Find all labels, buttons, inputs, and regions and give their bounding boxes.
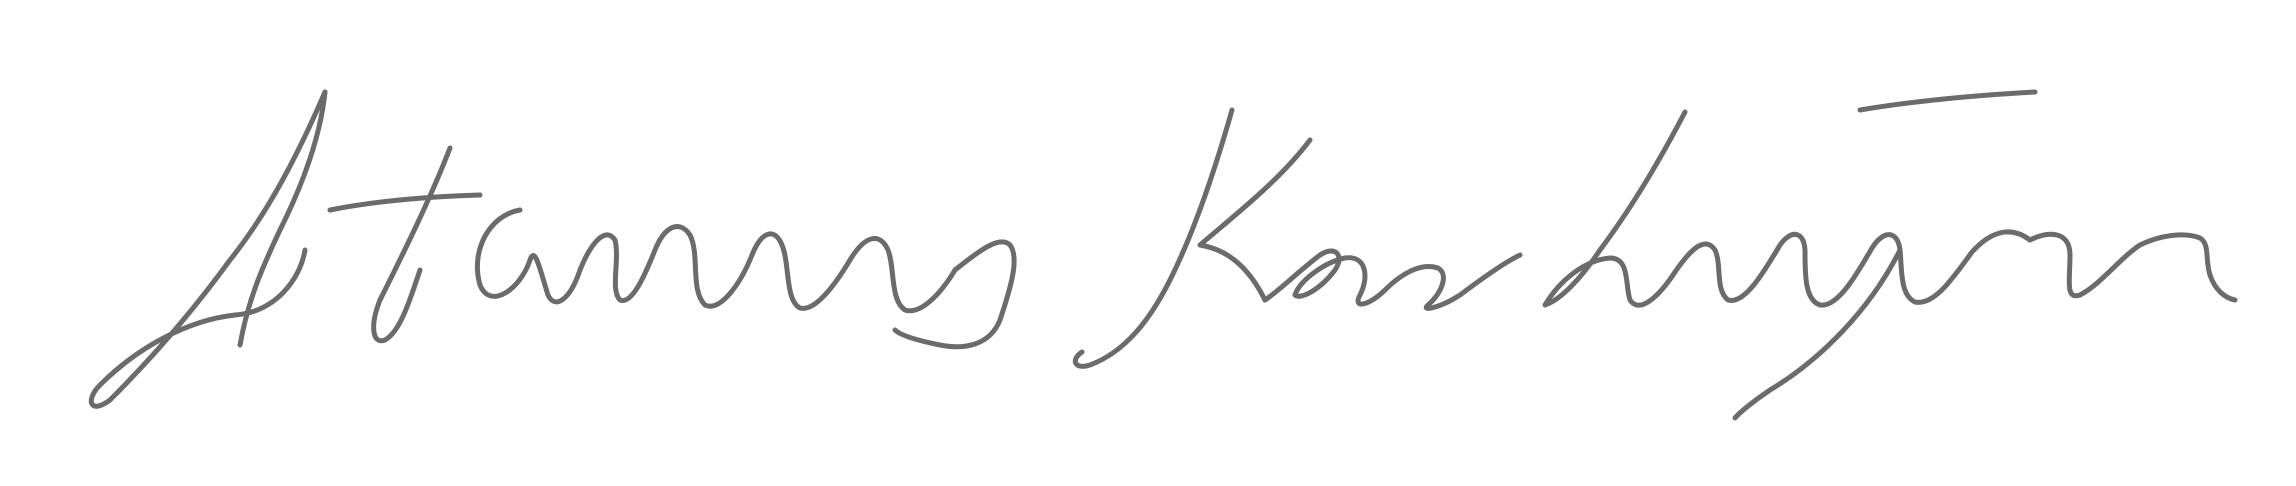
signature-stroke-inger — [1675, 232, 2030, 305]
signature-stroke-s-tail — [895, 242, 1014, 347]
signature-stroke-lead — [91, 92, 325, 406]
signature-stroke-h — [1545, 112, 1685, 305]
signature-stroke-final — [2030, 234, 2235, 300]
signature-stroke-cross — [330, 195, 480, 210]
signature-stroke-a1 — [477, 210, 580, 302]
signature-stroke-overline — [1860, 92, 2035, 110]
signature-stroke-m1 — [240, 92, 325, 345]
signature-stroke-erch — [1265, 251, 1520, 308]
signature-stroke-rcus — [580, 227, 955, 311]
signature-stroke-m2 — [374, 148, 450, 341]
